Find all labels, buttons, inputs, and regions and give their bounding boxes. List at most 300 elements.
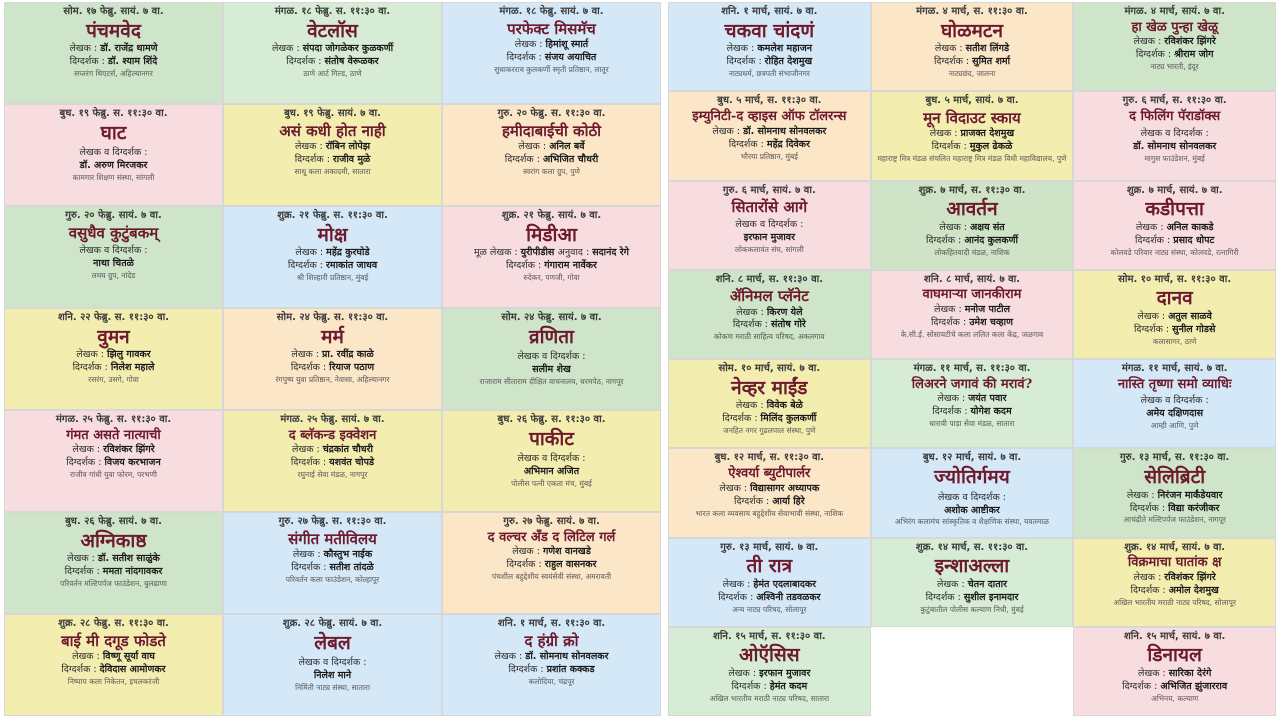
theatre-group: नाट्य भारती, इंदूर xyxy=(1150,62,1199,72)
writer-line-label: लेखक : xyxy=(736,306,767,318)
show-date-time: गुरु. २० फेब्रु. सायं. ७ वा. xyxy=(65,210,162,221)
show-date-time: शनि. २२ फेब्रु. स. ११:३० वा. xyxy=(57,312,170,323)
play-title: इम्युनिटी-द व्हाइस ऑफ टॉलरन्स xyxy=(692,108,847,124)
director-line-label: दिग्दर्शक : xyxy=(504,153,543,165)
original-writer-label: मूळ लेखक : xyxy=(473,247,521,259)
writer-line-value: हेमंत एदलाबादकर xyxy=(753,578,817,590)
director-line-label: दिग्दर्शक : xyxy=(506,260,545,272)
writer-line-value: रविशंकर झिंगरे xyxy=(103,444,155,456)
writer-line-label: लेखक : xyxy=(295,247,327,259)
play-card xyxy=(442,410,661,512)
writer-line-label: लेखक : xyxy=(1137,311,1169,323)
director-line xyxy=(295,155,371,166)
director-line-value: महेंद्र दिवेकर xyxy=(766,138,810,150)
writer-line-value: अतुल साळवे xyxy=(1168,311,1212,323)
writer-line xyxy=(72,445,154,456)
director-line-value: डॉ. श्याम शिंदे xyxy=(107,56,158,68)
director-line-label: दिग्दर्शक : xyxy=(932,406,971,418)
writer-line-label: लेखक : xyxy=(735,400,767,412)
director-line-value: राहुल वासनकर xyxy=(544,559,597,571)
director-line xyxy=(286,57,378,68)
play-title: अग्निकाष्ठ xyxy=(80,529,147,552)
show-date-time: शनि. १ मार्च, सायं. ७ वा. xyxy=(721,6,818,17)
show-date-time: शनि. १५ मार्च, सायं. ७ वा. xyxy=(1123,630,1226,642)
theatre-group: सप्तरंग थिएटर्स, अहिल्यानगर xyxy=(74,69,153,79)
writer-director-label-line-label: लेखक व दिग्दर्शक : xyxy=(517,351,586,363)
director-line-label: दिग्दर्शक : xyxy=(734,495,773,507)
show-date-time: शुक्र. २१ फेब्रु. स. ११:३० वा. xyxy=(277,210,388,221)
show-date-time: सोम. १० मार्च, सायं. ७ वा. xyxy=(718,363,821,374)
director-line-value: सतीश तांदळे xyxy=(329,561,374,573)
writer-line xyxy=(723,580,817,591)
director-line-label: दिग्दर्शक : xyxy=(728,138,767,150)
writer-line-value: निरंजन मार्कंडेयवार xyxy=(1157,489,1223,501)
director-line-value: रोहित देशमुख xyxy=(764,56,813,68)
director-line-value: उमेश चव्हाण xyxy=(969,317,1013,329)
director-line xyxy=(61,665,165,676)
director-line xyxy=(507,560,597,571)
play-title: द फिलिंग पॅराडॉक्स xyxy=(1129,108,1221,124)
director-line xyxy=(1136,50,1214,61)
writer-director-name xyxy=(1133,142,1216,153)
writer-line-label: लेखक : xyxy=(712,125,744,137)
play-card xyxy=(4,2,223,104)
writer-line-label: लेखक : xyxy=(934,43,966,55)
director-line-label: दिग्दर्शक : xyxy=(66,457,105,469)
writer-director-label-line xyxy=(517,454,585,465)
director-line-label: दिग्दर्शक : xyxy=(1122,681,1161,693)
writer-line-label: लेखक : xyxy=(494,650,526,662)
show-date-time: शुक्र. २१ फेब्रु. सायं. ७ वा. xyxy=(501,210,602,221)
play-title: सेलिब्रिटी xyxy=(1144,465,1206,488)
writer-director-label-line xyxy=(938,493,1006,504)
theatre-group: ठाणे आर्ट गिल्ड, ठाणे xyxy=(303,69,362,79)
right-schedule-grid xyxy=(668,2,1276,716)
play-card xyxy=(668,91,871,180)
writer-director-name-value: नाथा चितळे xyxy=(93,257,134,269)
writer-line-label: लेखक : xyxy=(76,349,108,361)
writer-line-value: चेतन दातार xyxy=(967,578,1008,590)
director-line-value: सुनील गोडसे xyxy=(1172,324,1216,336)
theatre-group: निर्मिती नाट्य संस्था, सातारा xyxy=(295,683,370,693)
writer-line-value: जयंत पवार xyxy=(968,393,1007,405)
play-card xyxy=(871,181,1074,270)
director-line-value: अश्विनी तडवळकर xyxy=(756,591,821,603)
theatre-group: कुटुंबातील पोलीस कल्याण निधी, मुंबई xyxy=(920,604,1024,614)
play-title: द हंग्री क्रो xyxy=(524,631,579,650)
writer-line-value: अक्षय संत xyxy=(970,221,1005,233)
writer-line-value: चंद्रकांत चौधरी xyxy=(322,444,373,456)
director-line-value: प्रसाद धोपट xyxy=(1173,234,1215,246)
director-line xyxy=(926,593,1019,604)
writer-line-label: लेखक : xyxy=(1133,36,1165,48)
show-date-time: गुरु. ६ मार्च, सायं. ७ वा. xyxy=(722,184,816,196)
writer-director-label-line-label: लेखक व दिग्दर्शक : xyxy=(79,244,148,256)
play-card xyxy=(442,512,661,614)
original-writer-value: युरीपीडीस xyxy=(520,247,558,259)
writer-director-label-line-label: लेखक व दिग्दर्शक : xyxy=(1140,395,1209,407)
theatre-group: कोकण मराठी साहित्य परिषद, अकलगाव xyxy=(714,332,825,342)
writer-director-name xyxy=(532,365,571,376)
play-title: व्रणिता xyxy=(529,325,574,348)
director-line-value: संतोष वेरूळकर xyxy=(324,56,379,68)
writer-line-label: लेखक : xyxy=(514,38,546,50)
writer-line xyxy=(1134,573,1216,584)
writer-line-value: डॉ. राजेंद्र थामणे xyxy=(100,43,158,55)
director-line-label: दिग्दर्शक : xyxy=(933,56,973,68)
play-card xyxy=(871,91,1074,180)
show-date-time: शुक्र. २८ फेब्रु. सायं. ७ वा. xyxy=(282,618,383,629)
director-line-label: दिग्दर्शक : xyxy=(1134,234,1174,246)
play-title: संगीत मतीविलय xyxy=(288,529,377,548)
show-date-time: सोम. २४ फेब्रु. स. ११:३० वा. xyxy=(276,312,389,323)
show-date-time: बुध. १२ मार्च, सायं. ७ वा. xyxy=(922,452,1022,464)
play-title: मोक्ष xyxy=(317,223,348,246)
show-date-time: मंगळ. ४ मार्च, स. ११:३० वा. xyxy=(916,6,1028,17)
play-title: मिडीआ xyxy=(526,223,577,246)
play-title: वुमन xyxy=(97,325,130,348)
director-line-label: दिग्दर्शक : xyxy=(1129,502,1169,514)
writer-line-value: कमलेश महाजन xyxy=(757,43,813,55)
theatre-group: मागुस फाउंडेशन, मुंबई xyxy=(1144,153,1205,163)
show-date-time: शुक्र. ७ मार्च, स. ११:३० वा. xyxy=(918,184,1026,196)
left-schedule-grid xyxy=(4,2,661,716)
theatre-group: पोलीस पत्नी एकता मंच, मुंबई xyxy=(511,479,592,489)
play-title: घाट xyxy=(100,121,127,144)
writer-line-label: लेखक : xyxy=(929,128,961,139)
play-card xyxy=(223,206,442,308)
play-card xyxy=(668,2,871,91)
play-title: ऐश्वर्या ब्युटीपार्लर xyxy=(728,465,811,481)
play-card xyxy=(1073,359,1276,448)
writer-director-name-value: डॉ. सोमनाथ सोनवलकर xyxy=(1133,140,1217,152)
play-card xyxy=(1073,91,1276,180)
director-line-value: सुमित शर्मा xyxy=(972,56,1011,68)
director-line xyxy=(291,363,374,374)
director-line xyxy=(508,665,594,676)
play-title: दानव xyxy=(1156,287,1193,310)
writer-director-label-line xyxy=(1141,129,1209,140)
writer-line-value: प्रा. रवींद्र काळे xyxy=(322,349,374,361)
play-title: गंमत असते नात्याची xyxy=(66,427,161,443)
director-line xyxy=(926,236,1018,247)
play-card xyxy=(442,206,661,308)
writer-director-label-line-label: लेखक व दिग्दर्शक : xyxy=(937,491,1006,503)
writer-director-label-line xyxy=(298,658,366,669)
writer-line-label: लेखक : xyxy=(937,393,969,405)
director-line xyxy=(1135,236,1214,247)
theatre-group: लोकहितवादी मंडळ, नाशिक xyxy=(934,247,1010,257)
director-line-value: यशवंत चोपडे xyxy=(329,457,375,469)
writer-director-name xyxy=(93,259,134,270)
writer-line-value: महेंद्र कुरघोडे xyxy=(326,247,370,259)
director-line-label: दिग्दर्शक : xyxy=(732,319,772,331)
play-card xyxy=(442,104,661,206)
play-title: हा खेळ पुन्हा खेळू xyxy=(1131,19,1218,35)
director-line-label: दिग्दर्शक : xyxy=(1135,49,1175,61)
writer-line-value: प्राजक्त देशमुख xyxy=(960,128,1015,139)
director-line-label: दिग्दर्शक : xyxy=(506,559,545,571)
director-line-label: दिग्दर्शक : xyxy=(64,566,103,578)
director-line xyxy=(932,407,1011,418)
writer-line-label: लेखक : xyxy=(939,221,970,233)
show-date-time: बुध. २६ फेब्रु. सायं. ७ वा. xyxy=(65,516,162,527)
director-line xyxy=(731,682,807,693)
show-date-time: मंगळ. २५ फेब्रु. स. ११:३० वा. xyxy=(55,414,172,425)
play-card xyxy=(1073,627,1276,716)
play-title: परफेक्ट मिसमॅच xyxy=(507,19,596,38)
original-writer-line xyxy=(474,248,629,259)
director-line-label: दिग्दर्शक : xyxy=(287,260,327,272)
play-title: विक्रमाचा घातांक क्ष xyxy=(1127,555,1222,570)
director-line xyxy=(65,567,163,578)
show-date-time: सोम. २४ फेब्रु. सायं. ७ वा. xyxy=(501,312,602,323)
play-title: ओऍसिस xyxy=(739,644,800,667)
writer-line-value: रविशंकर झिंगरे xyxy=(1164,36,1216,48)
writer-line-label: लेखक : xyxy=(726,43,758,55)
play-card xyxy=(1073,448,1276,537)
writer-line-value: संपदा जोगळेकर कुळकर्णी xyxy=(302,43,394,55)
theatre-group: नाट्यछंद, जालना xyxy=(948,69,996,79)
writer-director-label-line-label: लेखक व दिग्दर्शक : xyxy=(1140,127,1209,139)
writer-line-value: किरण येले xyxy=(766,306,803,318)
play-title: नास्ति तृष्णा समो व्याधिः xyxy=(1117,376,1232,392)
director-line-label: दिग्दर्शक : xyxy=(294,153,333,165)
play-card xyxy=(871,270,1074,359)
play-card xyxy=(223,2,442,104)
director-line xyxy=(931,318,1013,329)
play-card xyxy=(871,359,1074,448)
play-card xyxy=(223,308,442,410)
director-line-label: दिग्दर्शक : xyxy=(722,413,761,425)
writer-director-name xyxy=(1146,409,1203,420)
writer-line-label: लेखक : xyxy=(294,140,326,152)
writer-line-value: विद्यासागर अध्यापक xyxy=(750,482,820,494)
show-date-time: गुरु. १३ मार्च, सायं. ७ वा. xyxy=(720,541,819,553)
play-card xyxy=(668,270,871,359)
writer-line xyxy=(727,44,812,55)
director-line-label: दिग्दर्शक : xyxy=(930,317,970,329)
writer-director-name-value: डॉ. अरुण मिरजकर xyxy=(79,160,148,172)
play-title: ती रात्र xyxy=(746,555,793,577)
play-card xyxy=(223,614,442,716)
writer-director-name-value: सलीम शेख xyxy=(532,364,571,376)
theatre-group: कलोदिया, चंद्रपूर xyxy=(528,676,575,686)
show-date-time: बुध. ५ मार्च, स. ११:३० वा. xyxy=(717,95,822,107)
writer-line xyxy=(1134,37,1216,48)
play-card xyxy=(4,410,223,512)
director-line-label: दिग्दर्शक : xyxy=(931,140,970,152)
play-title: इन्शाअल्ला xyxy=(934,555,1010,577)
writer-line xyxy=(736,401,803,412)
play-title: डिनायल xyxy=(1147,644,1202,667)
play-card xyxy=(4,512,223,614)
director-line xyxy=(734,497,805,508)
director-line xyxy=(506,261,597,272)
play-card xyxy=(668,359,871,448)
writer-line-label: लेखक : xyxy=(512,546,543,558)
director-line-label: दिग्दर्शक : xyxy=(718,591,757,603)
writer-line-value: रविशंकर झिंगरे xyxy=(1164,571,1216,583)
writer-line xyxy=(292,445,373,456)
writer-line-value: डॉ. सतीश साळुंके xyxy=(97,553,160,565)
writer-director-name xyxy=(524,467,579,478)
theatre-group: साधू कला अकादमी, सातारा xyxy=(294,166,371,176)
writer-line-label: लेखक : xyxy=(1126,489,1158,501)
theatre-group: नाट्यधर्म, छत्रपती संभाजीनगर xyxy=(728,69,810,79)
writer-director-label-line xyxy=(79,148,147,159)
writer-line xyxy=(939,223,1004,234)
writer-line xyxy=(930,129,1014,140)
play-title: द ब्लॅकन्ड इक्वेशन xyxy=(288,427,377,443)
play-title: नेव्हर माईंड xyxy=(731,376,808,399)
theatre-group: भौरया प्रतिष्ठान, मुंबई xyxy=(740,151,798,161)
show-date-time: बुध. २६ फेब्रु. स. ११:३० वा. xyxy=(497,414,606,425)
writer-line xyxy=(1138,669,1211,680)
theatre-group: कामगार शिक्षण संस्था, सांगली xyxy=(72,173,155,183)
show-date-time: बुध. ५ मार्च, सायं. ७ वा. xyxy=(925,95,1019,107)
writer-line xyxy=(293,550,372,561)
writer-line xyxy=(728,669,810,680)
director-line xyxy=(1131,586,1219,597)
theatre-group: अखिल भारतीय मराठी नाट्य परिषद, सातारा xyxy=(709,693,830,703)
play-card xyxy=(1073,538,1276,627)
writer-director-name xyxy=(744,233,795,244)
writer-line xyxy=(69,44,157,55)
play-card xyxy=(223,410,442,512)
show-date-time: गुरु. २० फेब्रु. स. ११:३० वा. xyxy=(497,108,606,119)
writer-line-label: लेखक : xyxy=(72,650,103,662)
director-line-value: ममता नांदगावकर xyxy=(102,566,163,578)
director-line-value: मिलिंद कुलकर्णी xyxy=(760,413,817,425)
play-title: सितारोंसे आगे xyxy=(731,198,808,216)
play-title: कडीपत्ता xyxy=(1145,198,1204,220)
writer-line xyxy=(76,350,150,361)
writer-director-name-value: अभिमान अजित xyxy=(523,466,580,478)
translation-label: अनुवाद : xyxy=(557,247,593,259)
writer-director-name-value: अमेय दक्षिणदास xyxy=(1146,408,1204,420)
director-line-label: दिग्दर्शक : xyxy=(731,681,770,693)
director-line-value: अभिजित चौधरी xyxy=(542,153,599,165)
theatre-group: आचंद्रीते मल्टिपर्पज फाउंडेशन, नागपूर xyxy=(1123,515,1226,525)
play-card xyxy=(871,448,1074,537)
show-date-time: शुक्र. १४ मार्च, सायं. ७ वा. xyxy=(1124,541,1226,553)
writer-line-value: विष्णू सूर्या वाघ xyxy=(102,650,155,662)
play-title: वेटलॉस xyxy=(307,19,358,42)
writer-line-value: विवेक बेळे xyxy=(766,400,803,412)
writer-line xyxy=(512,547,591,558)
director-line-value: हेमंत कदम xyxy=(769,681,808,693)
writer-line-label: लेखक : xyxy=(291,349,322,361)
play-card xyxy=(4,206,223,308)
theatre-group: अखिल भारतीय मराठी नाट्य परिषद, सोलापूर xyxy=(1113,597,1236,607)
writer-line-label: लेखक : xyxy=(292,444,323,456)
show-date-time: मंगळ. २५ फेब्रु. सायं. ७ वा. xyxy=(280,414,385,425)
director-line-value: गंगाराम नार्वेकर xyxy=(544,260,597,272)
writer-line xyxy=(295,142,370,153)
play-card xyxy=(442,2,661,104)
writer-director-label-line xyxy=(517,352,585,363)
writer-line-value: सतीश लिंगडे xyxy=(965,43,1010,55)
director-line-label: दिग्दर्शक : xyxy=(1133,324,1173,336)
director-line-value: विद्या करंजीकर xyxy=(1168,502,1220,514)
play-title: लिअरने जगावं की मरावं? xyxy=(911,376,1033,392)
director-line xyxy=(718,593,820,604)
show-date-time: शनि. ८ मार्च, सायं. ७ वा. xyxy=(923,273,1021,285)
show-date-time: गुरु. १३ मार्च, स. ११:३० वा. xyxy=(1120,452,1230,464)
theatre-group: लोककलावंत संघ, सांगली xyxy=(734,245,804,255)
writer-line xyxy=(295,248,369,259)
writer-director-name xyxy=(80,161,148,172)
show-date-time: मंगळ. १८ फेब्रु. स. ११:३० वा. xyxy=(274,6,391,17)
play-card xyxy=(223,104,442,206)
director-line-label: दिग्दर्शक : xyxy=(290,457,330,469)
writer-director-label-line-label: लेखक व दिग्दर्शक : xyxy=(517,453,586,465)
director-line-label: दिग्दर्शक : xyxy=(1130,584,1169,596)
director-line-value: देविदास आमोणकर xyxy=(99,663,166,675)
director-line xyxy=(288,261,377,272)
play-title: पाकीट xyxy=(529,427,574,450)
writer-director-label-line xyxy=(735,220,803,231)
director-line xyxy=(934,57,1010,68)
show-date-time: बुध. १९ फेब्रु. स. ११:३० वा. xyxy=(59,108,168,119)
writer-line xyxy=(934,305,1010,316)
director-line xyxy=(932,142,1013,153)
writer-director-label-line-label: लेखक व दिग्दर्शक : xyxy=(298,657,367,669)
play-card xyxy=(668,538,871,627)
writer-line xyxy=(495,652,609,663)
director-line-label: दिग्दर्शक : xyxy=(291,561,330,573)
show-date-time: गुरु. २७ फेब्रु. स. ११:३० वा. xyxy=(278,516,387,527)
writer-line xyxy=(937,394,1006,405)
theatre-group: अन्य नाट्य परिषद, सोलापूर xyxy=(732,604,807,614)
writer-line-label: लेखक : xyxy=(271,43,303,55)
writer-line xyxy=(272,44,393,55)
play-card xyxy=(4,614,223,716)
director-line-value: राजीव मुळे xyxy=(332,153,371,165)
writer-line-label: लेखक : xyxy=(72,444,104,456)
writer-line xyxy=(1127,491,1223,502)
theatre-group: परिवर्तन मल्टिपर्पज फाउंडेशन, बुलढाणा xyxy=(60,579,167,589)
director-line xyxy=(1134,325,1215,336)
writer-director-label-line-label: लेखक व दिग्दर्शक : xyxy=(79,147,148,159)
show-date-time: शनि. ८ मार्च, स. ११:३० वा. xyxy=(715,273,824,285)
play-card xyxy=(1073,181,1276,270)
play-title: हमीदाबाईची कोठी xyxy=(501,121,602,140)
director-line-value: योगेश कदम xyxy=(970,406,1012,418)
writer-director-name-value: इरफान मुजावर xyxy=(743,232,795,244)
director-line-label: दिग्दर्शक : xyxy=(508,663,547,675)
theatre-group: राजीव गांधी युवा फोरम, परभणी xyxy=(69,470,158,480)
director-line-label: दिग्दर्शक : xyxy=(69,56,108,68)
director-line-label: दिग्दर्शक : xyxy=(925,591,964,603)
writer-line-value: डॉ. सोमनाथ सोनवलकर xyxy=(743,125,827,137)
writer-line-value: इरफान मुजावर xyxy=(759,668,811,680)
show-date-time: मंगळ. ११ मार्च, सायं. ७ वा. xyxy=(1121,363,1228,374)
director-line-value: संजय अयाचित xyxy=(544,51,597,63)
play-title: असं कधी होत नाही xyxy=(279,121,386,140)
writer-director-name xyxy=(314,671,351,682)
writer-line xyxy=(1136,223,1214,234)
play-card xyxy=(1073,2,1276,91)
writer-line xyxy=(1137,312,1212,323)
director-line xyxy=(726,57,812,68)
theatre-group: रंगपुष्प युवा प्रतिष्ठान, नेवासा, अहिल्यानगर xyxy=(275,375,390,385)
theatre-group: जनहित नगर गुढलपाल संस्था, पुणे xyxy=(723,426,816,436)
director-line-label: दिग्दर्शक : xyxy=(286,56,325,68)
play-card xyxy=(668,627,871,716)
director-line-label: दिग्दर्शक : xyxy=(726,56,765,68)
